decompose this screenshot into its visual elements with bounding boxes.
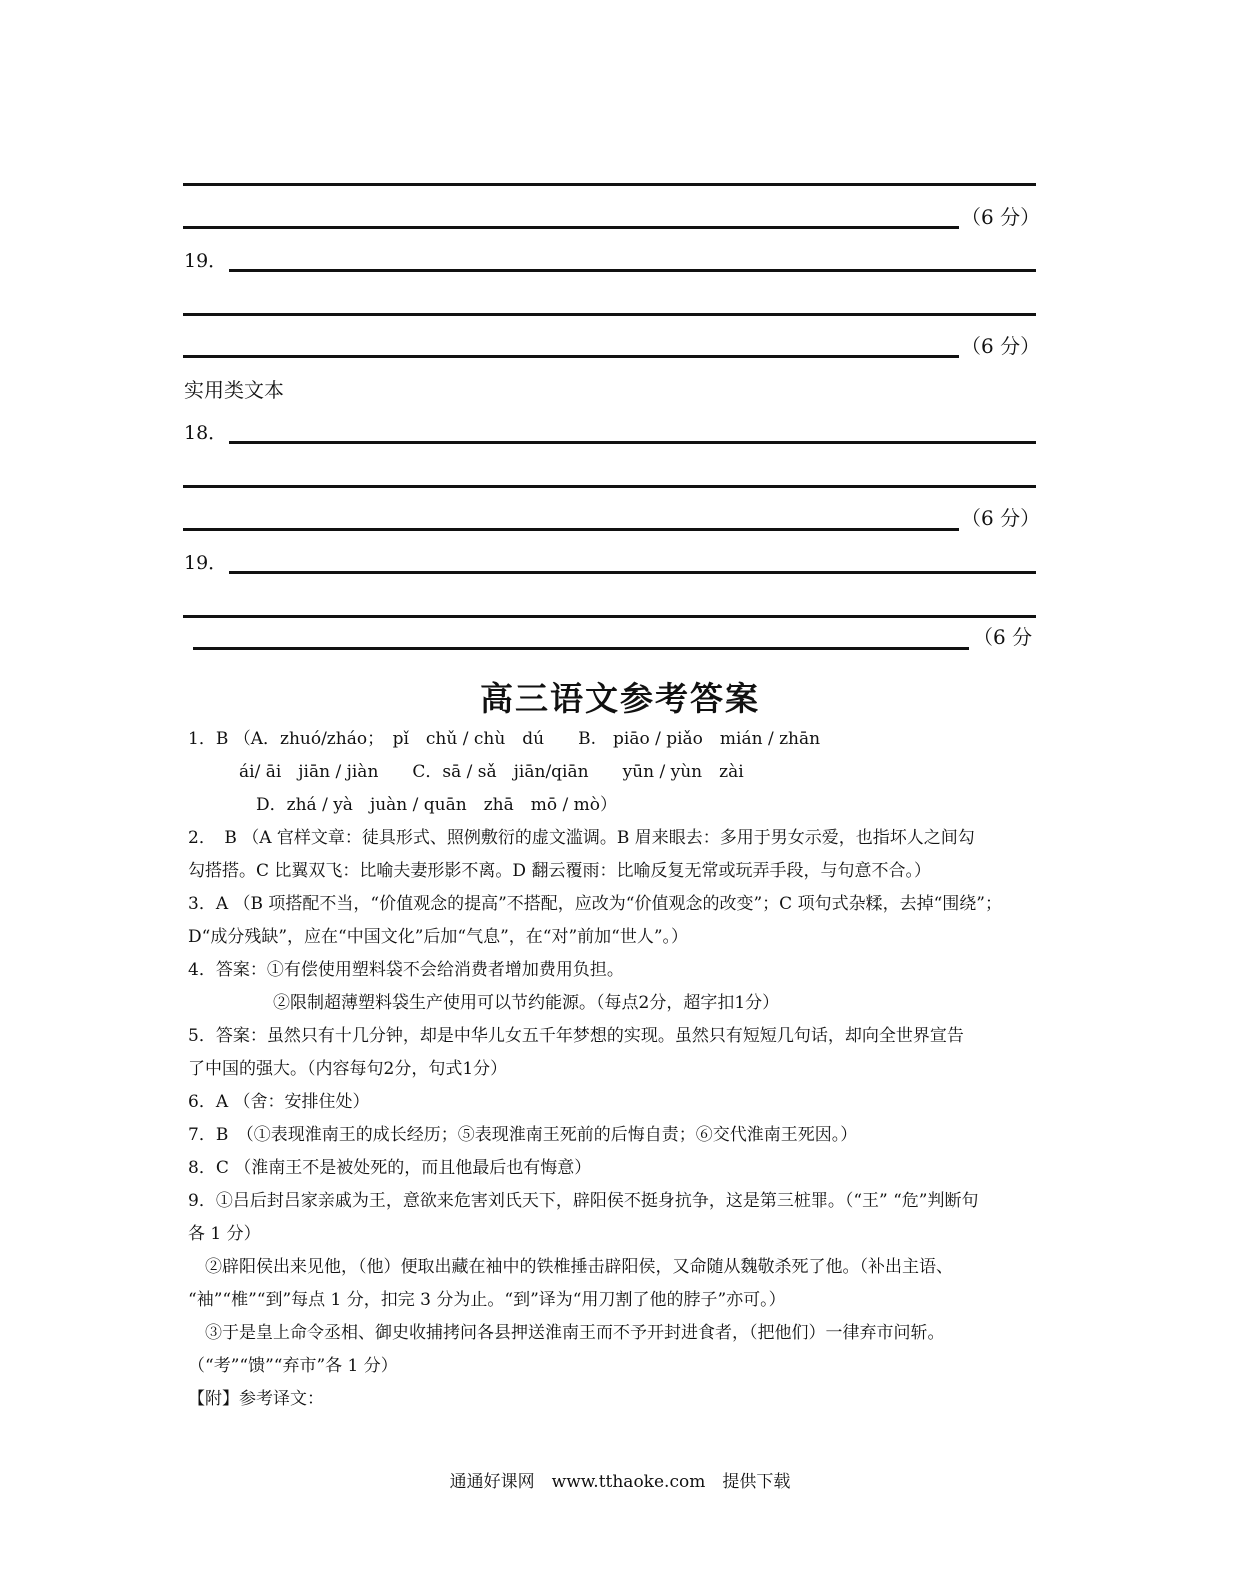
answer-line[interactable] xyxy=(183,226,959,229)
answer-line[interactable] xyxy=(229,269,1036,272)
question-number-18: 18． xyxy=(184,422,228,444)
answer-line[interactable] xyxy=(183,313,1036,316)
answer-line[interactable] xyxy=(183,183,1036,186)
score-label: （6 分） xyxy=(961,205,1041,229)
answer-line-text: 2． B （A 官样文章：徒具形式、照例敷衍的虚文滥调。B 眉来眼去：多用于男女示爱，也指坏人之间勾 xyxy=(188,828,975,848)
answer-line-text: 8．C （淮南王不是被处死的，而且他最后也有悔意） xyxy=(188,1158,592,1178)
answer-line[interactable] xyxy=(229,571,1036,574)
answer-line-text: 6．A （舍：安排住处） xyxy=(188,1092,370,1112)
answer-line-text: 勾搭搭。C 比翼双飞：比喻夫妻形影不离。D 翻云覆雨：比喻反复无常或玩弄手段，与句意不合。） xyxy=(188,861,931,881)
answer-line[interactable] xyxy=(229,441,1036,444)
answer-line-text: 3．A （B 项搭配不当，“价值观念的提高”不搭配，应改为“价值观念的改变”；C 项句式杂糅，去掉“围绕”； xyxy=(188,894,1002,914)
page-footer: 通通好课网 www.tthaoke.com 提供下载 xyxy=(449,1472,791,1492)
answer-line-text: （“考”“馈”“弃市”各 1 分） xyxy=(188,1356,398,1376)
answer-line-text: ②辟阳侯出来见他，（他）便取出藏在袖中的铁椎捶击辟阳侯，又命随从魏敬杀死了他。（补出主语、 xyxy=(188,1257,953,1277)
answer-line[interactable] xyxy=(183,485,1036,488)
answer-line-text: 了中国的强大。（内容每句2分，句式1分） xyxy=(188,1059,508,1079)
answer-line[interactable] xyxy=(193,647,969,650)
answer-line-text: D“成分残缺”，应在“中国文化”后加“气息”，在“对”前加“世人”。） xyxy=(188,927,689,947)
question-number-19: 19． xyxy=(184,250,228,272)
answer-key-title: 高三语文参考答案 xyxy=(480,679,760,718)
answer-line-text: “袖”“椎”“到”每点 1 分，扣完 3 分为止。“到”译为“用刀割了他的脖子”亦可。） xyxy=(188,1290,786,1310)
score-label: （6 分 xyxy=(973,625,1033,649)
answer-line-text: 5．答案：虽然只有十几分钟，却是中华儿女五千年梦想的实现。虽然只有短短几句话，却向全世界宣告 xyxy=(188,1026,964,1046)
score-label: （6 分） xyxy=(961,506,1041,530)
answer-line-text: D．zhá / yà juàn / quān zhā mō / mò） xyxy=(188,795,617,815)
question-number-19: 19． xyxy=(184,552,228,574)
answer-line-text: ②限制超薄塑料袋生产使用可以节约能源。（每点2分，超字扣1分） xyxy=(188,993,780,1013)
answer-line-text: 9．①吕后封吕家亲戚为王，意欲来危害刘氏天下，辟阳侯不挺身抗争，这是第三桩罪。（“王” “危”判断句 xyxy=(188,1191,979,1211)
answer-line[interactable] xyxy=(183,355,959,358)
answer-line-text: ③于是皇上命令丞相、御史收捕拷问各县押送淮南王而不予开封进食者，（把他们）一律弃市问斩。 xyxy=(188,1323,945,1343)
answer-line-text: 4．答案：①有偿使用塑料袋不会给消费者增加费用负担。 xyxy=(188,960,624,980)
answer-key-body xyxy=(188,723,1058,1416)
answer-line-text: ái/ āi jiān / jiàn C．sā / sǎ jiān/qiān yūn / yùn zài xyxy=(188,762,744,782)
section-label: 实用类文本 xyxy=(184,378,284,402)
answer-line[interactable] xyxy=(183,615,1036,618)
answer-line-text: 1．B （A．zhuó/zháo； pǐ chǔ / chù dú B. piāo / piǎo mián / zhān xyxy=(188,729,821,749)
score-label: （6 分） xyxy=(961,334,1041,358)
answer-line-text: 【附】参考译文： xyxy=(188,1389,324,1409)
answer-line-text: 7．B （①表现淮南王的成长经历；⑤表现淮南王死前的后悔自责；⑥交代淮南王死因。） xyxy=(188,1125,858,1145)
answer-line[interactable] xyxy=(183,528,959,531)
answer-line-text: 各 1 分） xyxy=(188,1224,261,1244)
